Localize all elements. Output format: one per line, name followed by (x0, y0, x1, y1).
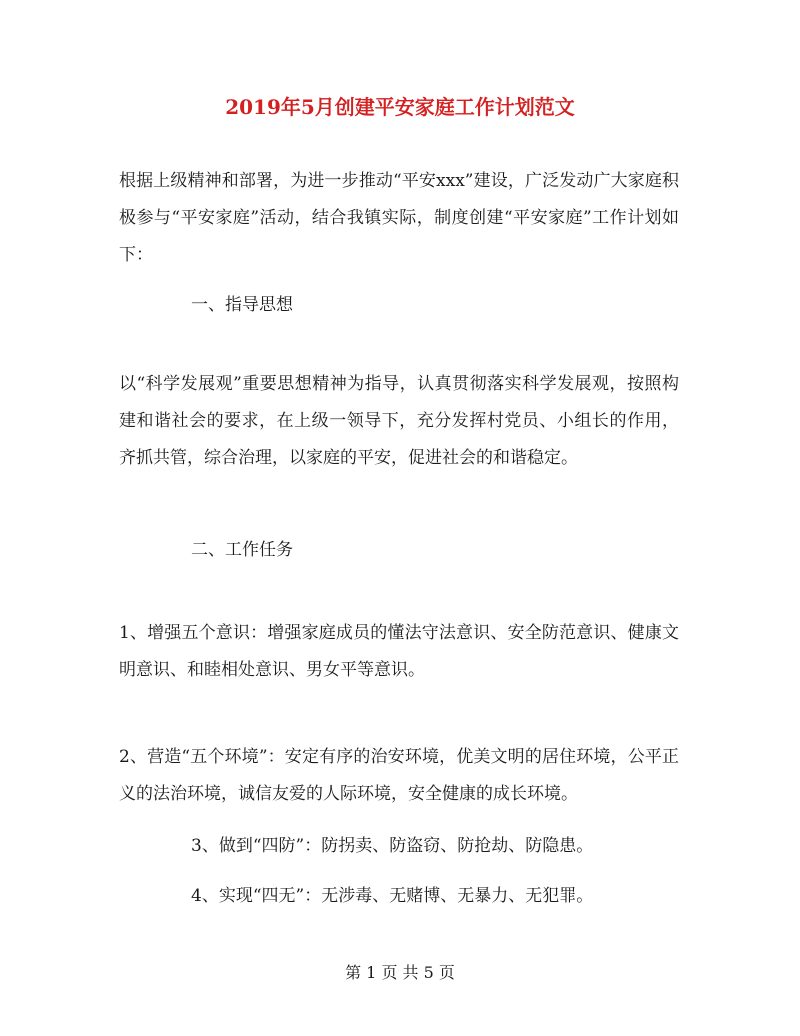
task-item-3: 3、做到“四防”：防拐卖、防盗窃、防抢劫、防隐患。 (191, 836, 594, 856)
section1-heading: 一、指导思想 (191, 295, 293, 315)
document-title: 2019年5月创建平安家庭工作计划范文 (225, 95, 575, 119)
task-item-1: 1、增强五个意识：增强家庭成员的懂法守法意识、安全防范意识、健康文明意识、和睦相处意识、男女平等意识。 (119, 623, 679, 680)
section2-heading: 二、工作任务 (191, 540, 293, 560)
task-item-4: 4、实现“四无”：无涉毒、无赌博、无暴力、无犯罪。 (191, 886, 594, 906)
page-indicator: 第 1 页 共 5 页 (345, 963, 455, 982)
task-item-2: 2、营造“五个环境”：安定有序的治安环境，优美文明的居住环境，公平正义的法治环境，诚信友爱的人际环境，安全健康的成长环境。 (119, 747, 679, 804)
intro-paragraph: 根据上级精神和部署，为进一步推动“平安xxx”建设，广泛发动广大家庭积极参与“平安家庭”活动，结合我镇实际，制度创建“平安家庭”工作计划如下： (119, 171, 679, 265)
section1-paragraph: 以“科学发展观”重要思想精神为指导，认真贯彻落实科学发展观，按照构建和谐社会的要求，在上级一领导下，充分发挥村党员、小组长的作用，齐抓共管，综合治理，以家庭的平安，促进社会的和谐稳定。 (119, 374, 679, 468)
